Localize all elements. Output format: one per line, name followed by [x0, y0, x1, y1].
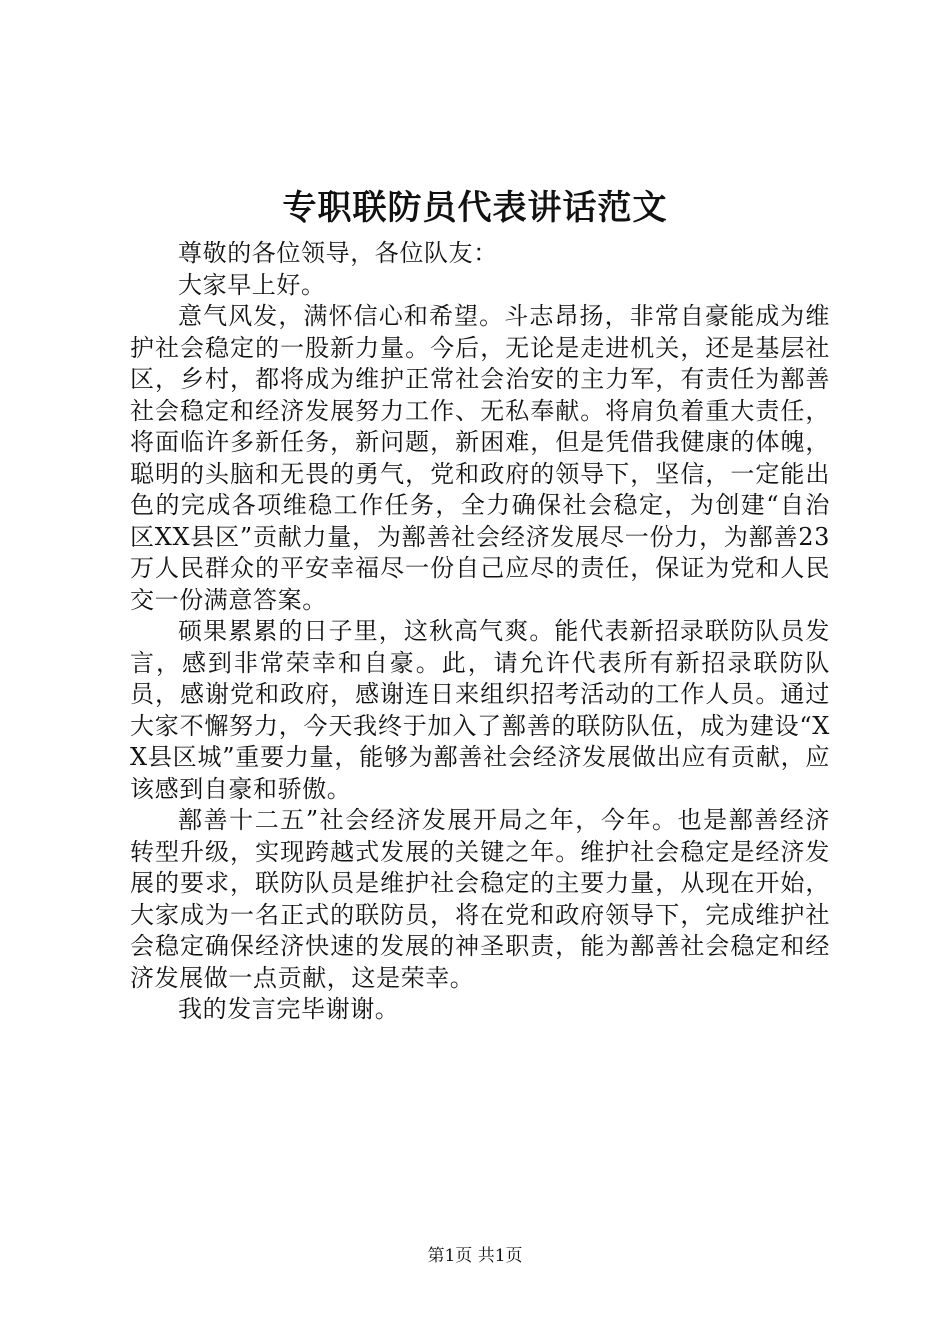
document-body [130, 238, 830, 1026]
closing-paragraph: 我的发言完毕谢谢。 [178, 995, 400, 1023]
salutation-paragraph: 尊敬的各位领导，各位队友： [178, 239, 498, 267]
greeting-paragraph: 大家早上好。 [178, 270, 326, 299]
body-paragraph-2: 硕果累累的日子里，这秋高气爽。能代表新招录联防队员发言，感到非常荣幸和自豪。此，请允许代表所有新招录联防队员，感谢党和政府，感谢连日来组织招考活动的工作人员。通过大家不懈努力，今天我终于加入了鄯善的联防队伍，成为建设“XX县区城”重要力量，能够为鄯善社会经济发展做出应有贡献，应该感到自豪和骄傲。 [130, 617, 830, 803]
body-paragraph-3: 鄯善十二五”社会经济发展开局之年，今年。也是鄯善经济转型升级，实现跨越式发展的关键之年。维护社会稳定是经济发展的要求，联防队员是维护社会稳定的主要力量，从现在开始，大家成为一名正式的联防员，将在党和政府领导下，完成维护社会稳定确保经济快速的发展的神圣职责，能为鄯善社会稳定和经济发展做一点贡献，这是荣幸。 [130, 806, 830, 992]
page-number-footer: 第1页 共1页 [427, 1246, 523, 1266]
document-title: 专职联防员代表讲话范文 [282, 188, 668, 228]
body-paragraph-1: 意气风发，满怀信心和希望。斗志昂扬，非常自豪能成为维护社会稳定的一股新力量。今后，无论是走进机关，还是基层社区，乡村，都将成为维护正常社会治安的主力军，有责任为鄯善社会稳定和经济发展努力工作、无私奉献。将肩负着重大责任，将面临许多新任务，新问题，新困难，但是凭借我健康的体魄，聪明的头脑和无畏的勇气，党和政府的领导下，坚信，一定能出色的完成各项维稳工作任务，全力确保社会稳定，为创建“自治区XX县区”贡献力量，为鄯善社会经济发展尽一份力，为鄯善23万人民群众的平安幸福尽一份自己应尽的责任，保证为党和人民交一份满意答案。 [130, 302, 830, 614]
